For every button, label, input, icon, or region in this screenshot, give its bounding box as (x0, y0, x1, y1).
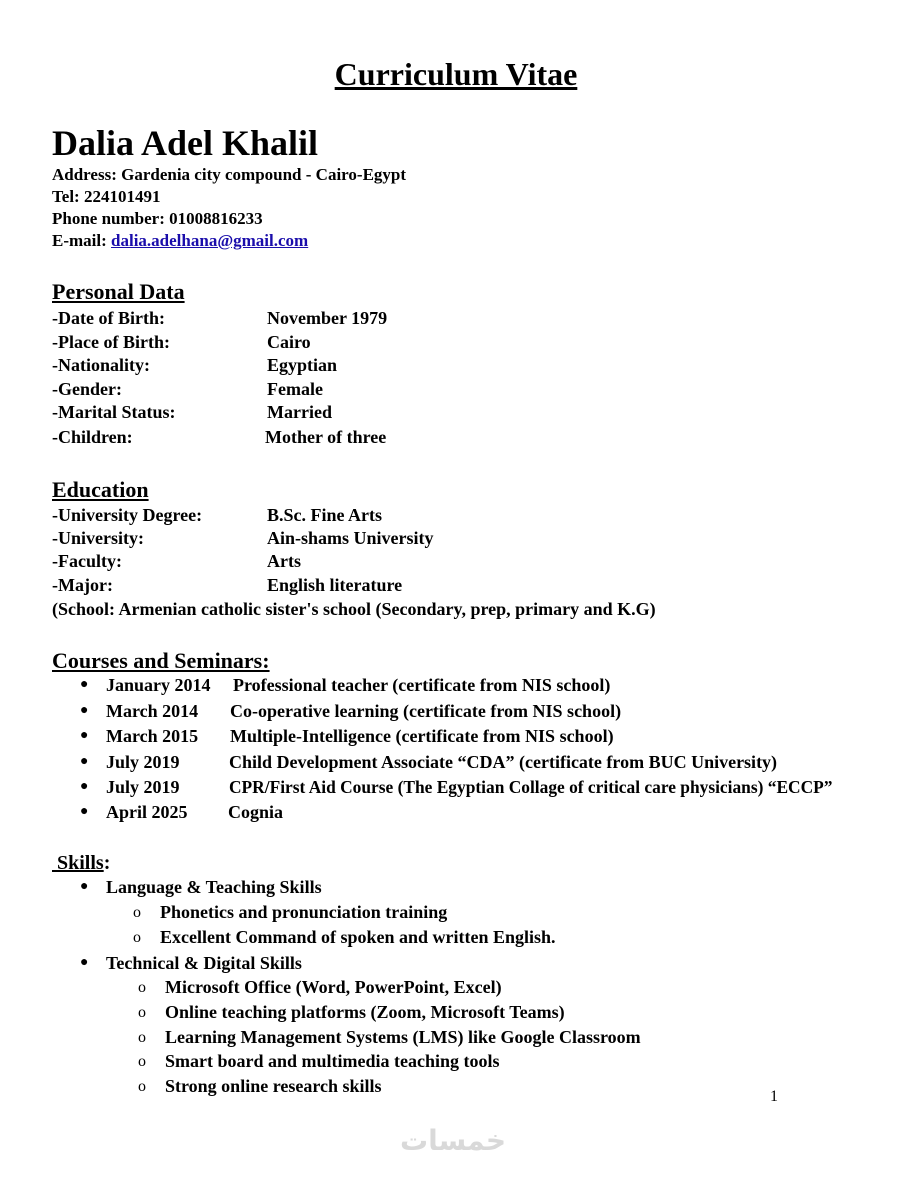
address: Address: Gardenia city compound - Cairo-Egypt (52, 165, 407, 184)
phone-number: Phone number: 01008816233 (52, 209, 263, 228)
course-date: January 2014 (106, 675, 211, 695)
row-label: -Children: (52, 427, 133, 447)
email-line (52, 230, 308, 252)
row-value: Mother of three (265, 427, 387, 447)
skill-text: Learning Management Systems (LMS) like Google Classroom (165, 1027, 641, 1047)
bullet-icon: ● (80, 804, 89, 819)
row-value: November 1979 (267, 308, 388, 328)
row-value: Married (267, 402, 332, 422)
row-label: -University: (52, 528, 144, 548)
row-value: Cairo (267, 332, 311, 352)
skill-text: Microsoft Office (Word, PowerPoint, Excel) (165, 977, 502, 997)
row-value: Egyptian (267, 355, 338, 375)
row-label: -University Degree: (52, 505, 203, 525)
row-value: B.Sc. Fine Arts (267, 505, 382, 525)
row-value: Female (267, 379, 323, 399)
skill-group-title: Language & Teaching Skills (106, 877, 322, 897)
school-line: (School: Armenian catholic sister's school (Secondary, prep, primary and K.G) (52, 599, 656, 619)
circle-bullet-icon: o (138, 1053, 146, 1070)
skills-heading-text: Skills (57, 852, 104, 874)
email-link[interactable]: dalia.adelhana@gmail.com (111, 231, 309, 250)
course-date: March 2015 (106, 726, 199, 746)
course-text: Cognia (228, 802, 284, 822)
circle-bullet-icon: o (138, 1078, 146, 1095)
course-date: March 2014 (106, 701, 199, 721)
person-name: Dalia Adel Khalil (52, 123, 319, 163)
education-heading: Education (52, 477, 149, 502)
course-text: Professional teacher (certificate from NIS school) (233, 675, 611, 695)
skills-heading-colon: : (103, 852, 111, 874)
row-label: -Place of Birth: (52, 332, 170, 352)
row-value: English literature (267, 575, 403, 595)
bullet-icon: ● (80, 879, 89, 894)
bullet-icon: ● (80, 779, 89, 794)
row-label: -Nationality: (52, 355, 150, 375)
watermark-logo: خمسات (400, 1124, 507, 1157)
course-text: CPR/First Aid Course (The Egyptian Collage of critical care physicians) “ECCP” (229, 777, 833, 797)
row-value: Arts (267, 551, 301, 571)
course-text: Multiple-Intelligence (certificate from NIS school) (230, 726, 614, 746)
circle-bullet-icon: o (133, 904, 141, 921)
page-title: Curriculum Vitae (334, 56, 578, 92)
row-value: Ain-shams University (267, 528, 434, 548)
personal-data-heading: Personal Data (52, 279, 185, 304)
circle-bullet-icon: o (138, 1029, 146, 1046)
course-date: April 2025 (106, 802, 188, 822)
courses-heading: Courses and Seminars: (52, 648, 270, 673)
row-label: -Major: (52, 575, 113, 595)
row-label: -Marital Status: (52, 402, 176, 422)
skill-text: Phonetics and pronunciation training (160, 902, 448, 922)
course-date: July 2019 (106, 777, 180, 797)
skill-text: Strong online research skills (165, 1076, 382, 1096)
course-text: Co-operative learning (certificate from NIS school) (230, 701, 622, 721)
telephone: Tel: 224101491 (52, 187, 161, 206)
bullet-icon: ● (80, 703, 89, 718)
circle-bullet-icon: o (138, 979, 146, 996)
skill-text: Online teaching platforms (Zoom, Microsoft Teams) (165, 1002, 565, 1022)
bullet-icon: ● (80, 955, 89, 970)
course-date: July 2019 (106, 752, 180, 772)
skills-heading (52, 850, 110, 876)
bullet-icon: ● (80, 677, 89, 692)
page-number: 1 (770, 1088, 778, 1105)
email-label: E-mail: (52, 231, 107, 250)
bullet-icon: ● (80, 754, 89, 769)
row-label: -Gender: (52, 379, 122, 399)
row-label: -Faculty: (52, 551, 122, 571)
row-label: -Date of Birth: (52, 308, 165, 328)
skill-text: Excellent Command of spoken and written English. (160, 927, 556, 947)
circle-bullet-icon: o (133, 929, 141, 946)
bullet-icon: ● (80, 728, 89, 743)
course-text: Child Development Associate “CDA” (certificate from BUC University) (229, 752, 778, 772)
circle-bullet-icon: o (138, 1004, 146, 1021)
skill-text: Smart board and multimedia teaching tools (165, 1051, 500, 1071)
skill-group-title: Technical & Digital Skills (106, 953, 302, 973)
